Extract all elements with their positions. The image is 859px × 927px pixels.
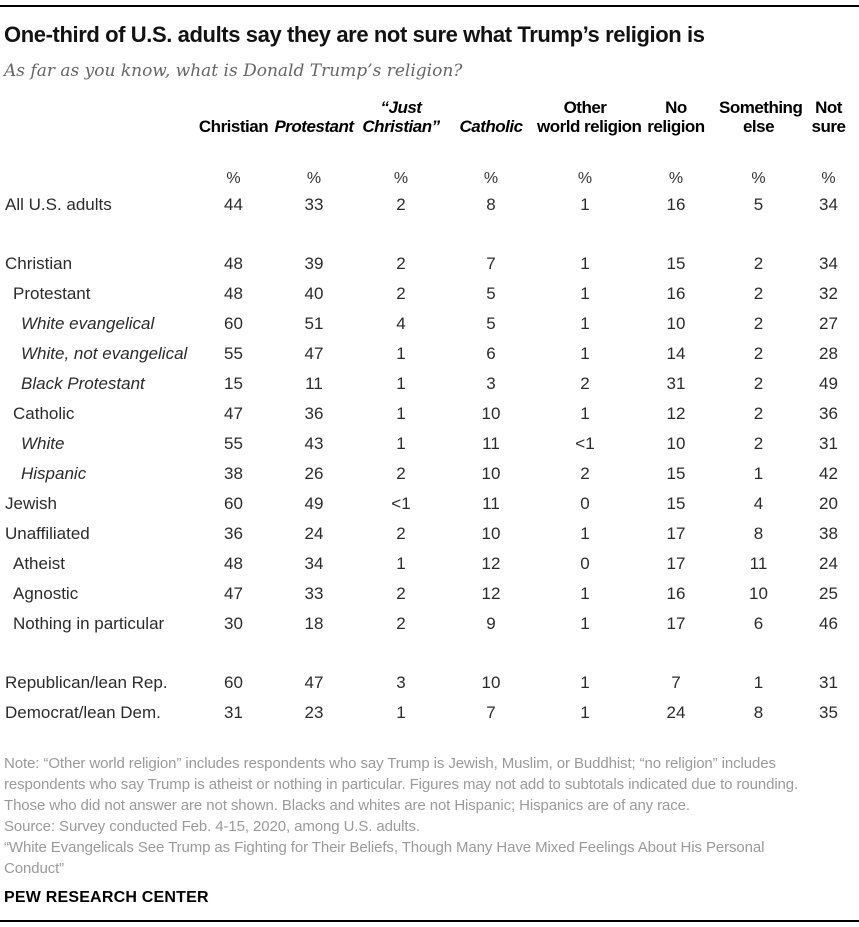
spacer-row (0, 639, 859, 668)
table-row (0, 399, 859, 429)
value-cell: 4 (753, 494, 764, 513)
value-cell: 11 (482, 434, 500, 453)
value-cell: 8 (486, 195, 496, 214)
religion-table (0, 90, 859, 728)
value-cell: 26 (304, 464, 324, 483)
value-cell: 1 (580, 703, 590, 722)
value-cell: 2 (753, 284, 764, 303)
value-cell: 55 (224, 434, 243, 453)
row-label: Protestant (13, 284, 91, 303)
value-cell: 18 (304, 614, 324, 633)
value-cell: <1 (391, 494, 411, 513)
value-cell: 15 (666, 254, 686, 273)
row-label: Agnostic (13, 584, 79, 603)
value-cell: 7 (671, 673, 681, 692)
column-header: “Just Christian” (362, 98, 440, 136)
value-cell: 8 (753, 524, 764, 543)
value-cell: 32 (819, 284, 838, 303)
value-cell: 1 (396, 374, 406, 393)
value-cell: 46 (819, 614, 838, 633)
table-row (0, 190, 859, 220)
value-cell: 49 (819, 374, 838, 393)
value-cell: 17 (666, 614, 686, 633)
spacer-cell (0, 639, 859, 668)
value-cell: 15 (666, 464, 686, 483)
value-cell: 30 (224, 614, 243, 633)
row-label: Nothing in particular (13, 614, 165, 633)
value-cell: 2 (753, 434, 764, 453)
value-cell: 47 (224, 404, 243, 423)
table-row (0, 249, 859, 279)
value-cell: 34 (819, 195, 838, 214)
footnote-line: “White Evangelicals See Trump as Fighting for Their Beliefs, Though Many Have Mixed Feelings About His Personal (4, 839, 765, 856)
row-label: Catholic (13, 404, 75, 423)
value-cell: 43 (304, 434, 324, 453)
page-title: One-third of U.S. adults say they are not sure what Trump’s religion is (4, 22, 705, 47)
table-row (0, 698, 859, 728)
value-cell: 1 (580, 314, 590, 333)
value-cell: 2 (753, 404, 764, 423)
value-cell: 31 (224, 703, 243, 722)
table-row (0, 489, 859, 519)
value-cell: 10 (666, 314, 686, 333)
value-cell: 17 (666, 524, 686, 543)
value-cell: 40 (304, 284, 324, 303)
top-rule (0, 5, 859, 7)
value-cell: 1 (396, 344, 406, 363)
value-cell: 1 (396, 554, 406, 573)
value-cell: 2 (396, 524, 406, 543)
value-cell: 47 (224, 584, 243, 603)
value-cell: 2 (580, 464, 590, 483)
value-cell: 16 (666, 584, 686, 603)
value-cell: 1 (396, 434, 406, 453)
value-cell: 2 (396, 195, 406, 214)
table-row (0, 459, 859, 489)
percent-row-label (0, 136, 196, 190)
footnote-line: respondents who say Trump is atheist or nothing in particular. Figures may not add to subtotals indicated due to rounding. (4, 776, 799, 793)
value-cell: 44 (224, 195, 243, 214)
value-cell: 10 (481, 464, 501, 483)
value-cell: 10 (481, 673, 501, 692)
row-label-header (0, 90, 196, 136)
value-cell: 10 (666, 434, 686, 453)
value-cell: 60 (224, 314, 243, 333)
percent-symbol: % (306, 170, 322, 187)
value-cell: 6 (753, 614, 764, 633)
column-header: Not sure (811, 98, 846, 136)
value-cell: 17 (666, 554, 686, 573)
row-label: Republican/lean Rep. (5, 673, 168, 692)
value-cell: 36 (224, 524, 243, 543)
value-cell: 1 (396, 703, 406, 722)
value-cell: 55 (224, 344, 243, 363)
table-row (0, 279, 859, 309)
row-label: Unaffiliated (5, 524, 90, 543)
value-cell: 2 (396, 584, 406, 603)
value-cell: 8 (753, 703, 764, 722)
value-cell: 10 (481, 524, 501, 543)
value-cell: 16 (666, 284, 686, 303)
value-cell: 27 (819, 314, 838, 333)
value-cell: 20 (819, 494, 838, 513)
value-cell: 2 (753, 374, 764, 393)
percent-symbol: % (668, 170, 684, 187)
value-cell: 12 (666, 404, 686, 423)
table-body (0, 190, 859, 728)
value-cell: 10 (749, 584, 768, 603)
footnote-line: Conduct” (4, 860, 65, 877)
value-cell: 48 (224, 284, 243, 303)
value-cell: 31 (819, 673, 838, 692)
value-cell: 1 (580, 404, 590, 423)
spacer-row (0, 220, 859, 249)
value-cell: 1 (580, 284, 590, 303)
value-cell: 2 (753, 254, 764, 273)
value-cell: 3 (486, 374, 496, 393)
value-cell: 2 (580, 374, 590, 393)
value-cell: 38 (819, 524, 838, 543)
table-row (0, 579, 859, 609)
table-row (0, 369, 859, 399)
column-header: Protestant (274, 117, 354, 136)
survey-question: As far as you know, what is Donald Trump’s religion? (4, 61, 463, 81)
value-cell: 2 (396, 254, 406, 273)
value-cell: 28 (819, 344, 838, 363)
value-cell: 1 (580, 254, 590, 273)
table-header-row (0, 90, 859, 136)
value-cell: 15 (224, 374, 243, 393)
value-cell: 5 (486, 284, 496, 303)
value-cell: 3 (396, 673, 406, 692)
percent-symbol: % (226, 170, 241, 187)
table-row (0, 668, 859, 698)
column-header: Christian (198, 117, 269, 136)
value-cell: 16 (666, 195, 686, 214)
pew-research-center-wordmark: PEW RESEARCH CENTER (4, 889, 209, 906)
value-cell: 7 (486, 254, 496, 273)
bottom-rule (0, 920, 859, 922)
value-cell: 39 (304, 254, 324, 273)
table-row (0, 429, 859, 459)
percent-symbol: % (821, 170, 836, 187)
value-cell: 48 (224, 254, 243, 273)
value-cell: 9 (486, 614, 496, 633)
value-cell: 15 (666, 494, 686, 513)
value-cell: <1 (575, 434, 595, 453)
row-label: Christian (5, 254, 73, 273)
value-cell: 2 (753, 344, 764, 363)
value-cell: 33 (304, 195, 324, 214)
value-cell: 42 (819, 464, 838, 483)
value-cell: 47 (304, 673, 324, 692)
value-cell: 11 (749, 554, 768, 573)
value-cell: 36 (819, 404, 838, 423)
value-cell: 0 (580, 554, 590, 573)
value-cell: 12 (481, 554, 501, 573)
row-label: White, not evangelical (21, 344, 188, 363)
value-cell: 49 (304, 494, 324, 513)
value-cell: 38 (224, 464, 243, 483)
value-cell: 7 (486, 703, 496, 722)
value-cell: 0 (580, 494, 590, 513)
value-cell: 36 (304, 404, 324, 423)
value-cell: 60 (224, 673, 243, 692)
value-cell: 2 (396, 464, 406, 483)
value-cell: 47 (304, 344, 324, 363)
value-cell: 2 (396, 614, 406, 633)
value-cell: 2 (396, 284, 406, 303)
spacer-cell (0, 220, 859, 249)
value-cell: 34 (304, 554, 324, 573)
value-cell: 60 (224, 494, 243, 513)
table-row (0, 309, 859, 339)
value-cell: 4 (396, 314, 406, 333)
value-cell: 24 (666, 703, 686, 722)
row-label: Black Protestant (21, 374, 145, 393)
column-header: No religion (647, 98, 705, 136)
value-cell: 1 (580, 524, 590, 543)
footnotes (4, 753, 859, 879)
table-row (0, 519, 859, 549)
value-cell: 35 (819, 703, 838, 722)
row-label: All U.S. adults (5, 195, 112, 214)
value-cell: 24 (304, 524, 324, 543)
value-cell: 34 (819, 254, 838, 273)
value-cell: 1 (580, 673, 590, 692)
value-cell: 33 (304, 584, 324, 603)
value-cell: 24 (819, 554, 838, 573)
value-cell: 11 (482, 494, 500, 513)
row-label: Democrat/lean Dem. (5, 703, 161, 722)
value-cell: 5 (753, 195, 764, 214)
row-label: Jewish (5, 494, 57, 513)
percent-row (0, 136, 859, 190)
value-cell: 11 (305, 374, 323, 393)
percent-symbol: % (751, 170, 766, 187)
value-cell: 6 (486, 344, 496, 363)
footnote-line: Note: “Other world religion” includes respondents who say Trump is Jewish, Muslim, or Buddhist; “no religion” includes (4, 755, 776, 772)
value-cell: 31 (819, 434, 838, 453)
value-cell: 23 (304, 703, 324, 722)
value-cell: 31 (666, 374, 686, 393)
footnote-line: Source: Survey conducted Feb. 4-15, 2020, among U.S. adults. (4, 818, 420, 835)
percent-symbol: % (483, 170, 499, 187)
value-cell: 25 (819, 584, 838, 603)
table-row (0, 549, 859, 579)
percent-symbol: % (577, 170, 593, 187)
value-cell: 1 (753, 464, 764, 483)
row-label: White (21, 434, 65, 453)
footnote-line: Those who did not answer are not shown. Blacks and whites are not Hispanic; Hispanics are of any race. (4, 797, 690, 814)
value-cell: 1 (396, 404, 406, 423)
column-header: Something else (719, 98, 803, 136)
value-cell: 1 (753, 673, 764, 692)
row-label: White evangelical (21, 314, 155, 333)
value-cell: 1 (580, 584, 590, 603)
table-row (0, 609, 859, 639)
value-cell: 1 (580, 614, 590, 633)
value-cell: 2 (753, 314, 764, 333)
value-cell: 10 (481, 404, 501, 423)
value-cell: 1 (580, 344, 590, 363)
value-cell: 12 (481, 584, 501, 603)
value-cell: 51 (304, 314, 324, 333)
column-header: Catholic (459, 117, 523, 136)
value-cell: 48 (224, 554, 243, 573)
table-row (0, 339, 859, 369)
column-header: Other world religion (537, 98, 642, 136)
value-cell: 5 (486, 314, 496, 333)
row-label: Hispanic (21, 464, 87, 483)
row-label: Atheist (13, 554, 65, 573)
value-cell: 14 (666, 344, 686, 363)
percent-symbol: % (393, 170, 409, 187)
value-cell: 1 (580, 195, 590, 214)
